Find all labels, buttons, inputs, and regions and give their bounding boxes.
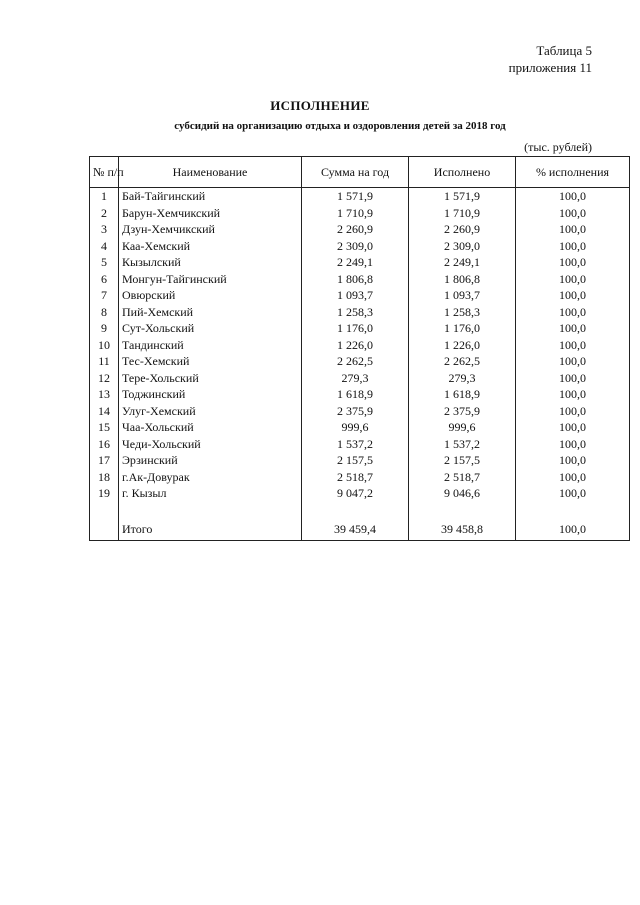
row-name: Чаа-Хольский — [119, 419, 302, 436]
row-number: 13 — [90, 386, 119, 403]
table-spacer-row — [90, 502, 630, 518]
row-name: Эрзинский — [119, 452, 302, 469]
col-header-number: № п/п — [90, 157, 119, 188]
row-number: 15 — [90, 419, 119, 436]
appendix-label: приложения 11 — [508, 60, 592, 75]
row-percent: 100,0 — [516, 337, 630, 354]
row-annual-sum: 2 260,9 — [302, 221, 409, 238]
row-percent: 100,0 — [516, 370, 630, 387]
row-number: 17 — [90, 452, 119, 469]
row-number: 7 — [90, 287, 119, 304]
row-percent: 100,0 — [516, 353, 630, 370]
row-annual-sum: 1 710,9 — [302, 205, 409, 222]
table-row — [90, 254, 630, 271]
row-executed: 2 262,5 — [409, 353, 516, 370]
row-name: Тере-Хольский — [119, 370, 302, 387]
row-percent: 100,0 — [516, 386, 630, 403]
row-executed: 1 226,0 — [409, 337, 516, 354]
table-row — [90, 221, 630, 238]
row-name: Тоджинский — [119, 386, 302, 403]
table-row — [90, 436, 630, 453]
table-number-label: Таблица 5 — [536, 43, 592, 58]
row-name: г. Кызыл — [119, 485, 302, 502]
row-annual-sum: 1 258,3 — [302, 304, 409, 321]
row-name: Дзун-Хемчикский — [119, 221, 302, 238]
row-annual-sum: 2 518,7 — [302, 469, 409, 486]
execution-table — [89, 156, 630, 541]
row-executed: 2 518,7 — [409, 469, 516, 486]
row-executed: 1 710,9 — [409, 205, 516, 222]
col-header-executed: Исполнено — [409, 157, 516, 188]
table-row — [90, 452, 630, 469]
row-number: 16 — [90, 436, 119, 453]
row-percent: 100,0 — [516, 469, 630, 486]
table-row — [90, 419, 630, 436]
row-percent: 100,0 — [516, 205, 630, 222]
row-percent: 100,0 — [516, 221, 630, 238]
row-annual-sum: 1 093,7 — [302, 287, 409, 304]
row-name: Барун-Хемчикский — [119, 205, 302, 222]
row-annual-sum: 2 375,9 — [302, 403, 409, 420]
table-row — [90, 353, 630, 370]
row-annual-sum: 1 618,9 — [302, 386, 409, 403]
row-percent: 100,0 — [516, 188, 630, 205]
row-annual-sum: 1 226,0 — [302, 337, 409, 354]
row-executed: 1 258,3 — [409, 304, 516, 321]
row-name: Тандинский — [119, 337, 302, 354]
row-name: Бай-Тайгинский — [119, 188, 302, 205]
table-row — [90, 386, 630, 403]
table-row — [90, 238, 630, 255]
col-header-name: Наименование — [119, 157, 302, 188]
row-number: 9 — [90, 320, 119, 337]
table-body — [90, 188, 630, 502]
row-annual-sum: 9 047,2 — [302, 485, 409, 502]
col-header-percent: % исполнения — [516, 157, 630, 188]
row-number: 11 — [90, 353, 119, 370]
table-row — [90, 469, 630, 486]
row-annual-sum: 1 806,8 — [302, 271, 409, 288]
row-percent: 100,0 — [516, 238, 630, 255]
document-subtitle: субсидий на организацию отдыха и оздоровления детей за 2018 год — [174, 120, 506, 132]
row-name: Тес-Хемский — [119, 353, 302, 370]
row-name: Монгун-Тайгинский — [119, 271, 302, 288]
row-executed: 2 157,5 — [409, 452, 516, 469]
table-row — [90, 337, 630, 354]
row-percent: 100,0 — [516, 419, 630, 436]
row-annual-sum: 1 537,2 — [302, 436, 409, 453]
row-annual-sum: 999,6 — [302, 419, 409, 436]
row-number: 8 — [90, 304, 119, 321]
row-annual-sum: 279,3 — [302, 370, 409, 387]
row-percent: 100,0 — [516, 254, 630, 271]
row-percent: 100,0 — [516, 403, 630, 420]
table-row — [90, 287, 630, 304]
row-number: 4 — [90, 238, 119, 255]
table-row — [90, 370, 630, 387]
row-executed: 1 571,9 — [409, 188, 516, 205]
row-number: 3 — [90, 221, 119, 238]
table-row — [90, 188, 630, 205]
row-number: 1 — [90, 188, 119, 205]
row-name: Сут-Хольский — [119, 320, 302, 337]
col-header-annual-sum: Сумма на год — [302, 157, 409, 188]
units-label: (тыс. рублей) — [524, 140, 592, 154]
row-name: Овюрский — [119, 287, 302, 304]
row-name: Кызылский — [119, 254, 302, 271]
row-annual-sum: 2 309,0 — [302, 238, 409, 255]
row-executed: 2 249,1 — [409, 254, 516, 271]
row-name: Каа-Хемский — [119, 238, 302, 255]
row-executed: 2 375,9 — [409, 403, 516, 420]
row-executed: 2 260,9 — [409, 221, 516, 238]
row-executed: 1 176,0 — [409, 320, 516, 337]
row-executed: 1 618,9 — [409, 386, 516, 403]
row-number: 5 — [90, 254, 119, 271]
row-executed: 1 537,2 — [409, 436, 516, 453]
row-executed: 279,3 — [409, 370, 516, 387]
total-row — [90, 518, 630, 541]
row-name: Пий-Хемский — [119, 304, 302, 321]
row-percent: 100,0 — [516, 485, 630, 502]
total-number-cell — [90, 518, 119, 541]
row-number: 6 — [90, 271, 119, 288]
row-number: 14 — [90, 403, 119, 420]
row-percent: 100,0 — [516, 436, 630, 453]
document-title: ИСПОЛНЕНИЕ — [270, 98, 370, 113]
row-annual-sum: 2 262,5 — [302, 353, 409, 370]
row-name: г.Ак-Довурак — [119, 469, 302, 486]
total-annual-sum: 39 459,4 — [302, 518, 409, 541]
row-executed: 2 309,0 — [409, 238, 516, 255]
row-percent: 100,0 — [516, 271, 630, 288]
table-row — [90, 403, 630, 420]
row-number: 18 — [90, 469, 119, 486]
row-percent: 100,0 — [516, 287, 630, 304]
table-row — [90, 271, 630, 288]
row-percent: 100,0 — [516, 320, 630, 337]
row-annual-sum: 1 571,9 — [302, 188, 409, 205]
row-number: 10 — [90, 337, 119, 354]
row-percent: 100,0 — [516, 452, 630, 469]
row-executed: 1 806,8 — [409, 271, 516, 288]
row-number: 12 — [90, 370, 119, 387]
row-name: Чеди-Хольский — [119, 436, 302, 453]
row-number: 2 — [90, 205, 119, 222]
total-percent: 100,0 — [516, 518, 630, 541]
row-executed: 9 046,6 — [409, 485, 516, 502]
row-percent: 100,0 — [516, 304, 630, 321]
table-row — [90, 205, 630, 222]
row-annual-sum: 1 176,0 — [302, 320, 409, 337]
row-number: 19 — [90, 485, 119, 502]
row-annual-sum: 2 157,5 — [302, 452, 409, 469]
row-annual-sum: 2 249,1 — [302, 254, 409, 271]
row-name: Улуг-Хемский — [119, 403, 302, 420]
table-row — [90, 320, 630, 337]
table-header-row — [90, 157, 630, 188]
row-executed: 999,6 — [409, 419, 516, 436]
row-executed: 1 093,7 — [409, 287, 516, 304]
table-row — [90, 304, 630, 321]
table-row — [90, 485, 630, 502]
total-executed: 39 458,8 — [409, 518, 516, 541]
total-label: Итого — [119, 518, 302, 541]
